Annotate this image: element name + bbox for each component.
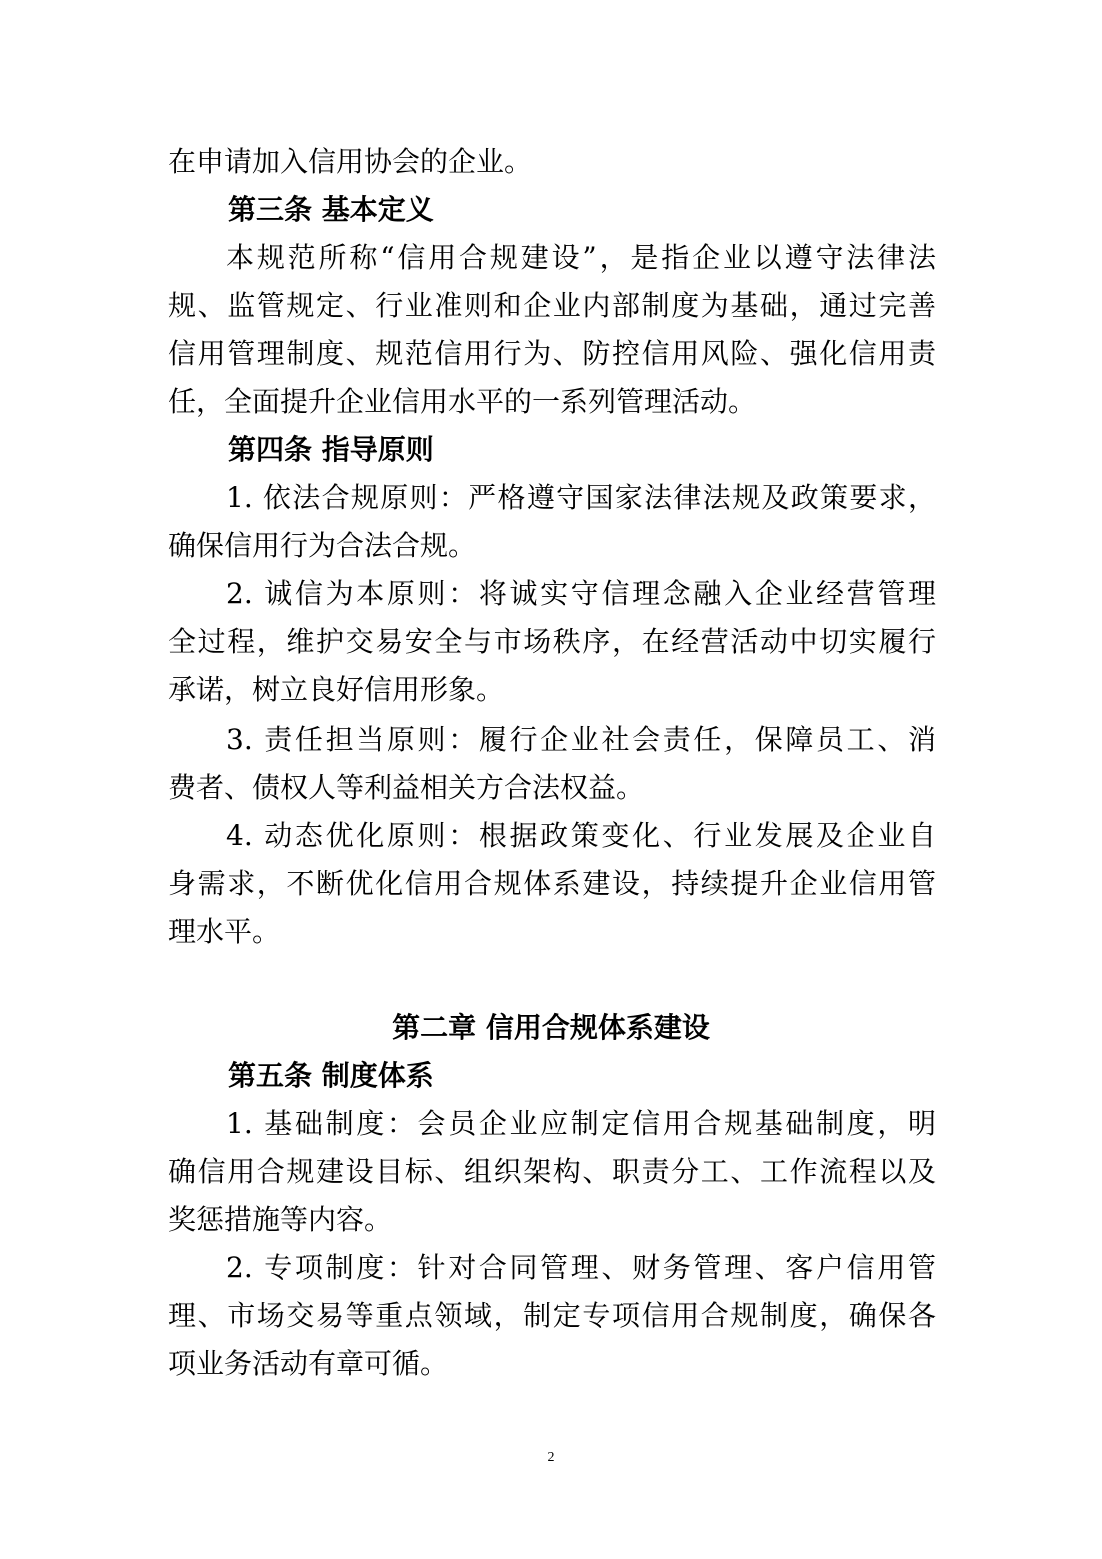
list-item-line: 1. 基础制度：会员企业应制定信用合规基础制度，明: [226, 1107, 936, 1140]
article-heading: 第三条 基本定义: [228, 193, 434, 226]
paragraph-line: 任，全面提升企业信用水平的一系列管理活动。: [168, 385, 757, 418]
list-item-line: 2. 诚信为本原则：将诚实守信理念融入企业经营管理: [226, 577, 936, 610]
chapter-title: 第二章 信用合规体系建设: [392, 1011, 710, 1044]
list-item-line: 身需求，不断优化信用合规体系建设，持续提升企业信用管: [168, 867, 936, 900]
paragraph-line: 信用管理制度、规范信用行为、防控信用风险、强化信用责: [168, 337, 936, 370]
paragraph-line: 在申请加入信用协会的企业。: [168, 145, 533, 178]
list-item-line: 承诺，树立良好信用形象。: [168, 673, 505, 706]
paragraph-line: 规、监管规定、行业准则和企业内部制度为基础，通过完善: [168, 289, 936, 322]
list-item-line: 费者、债权人等利益相关方合法权益。: [168, 771, 645, 804]
list-item-line: 4. 动态优化原则：根据政策变化、行业发展及企业自: [226, 819, 936, 852]
article-heading: 第四条 指导原则: [228, 433, 434, 466]
list-item-line: 1. 依法合规原则：严格遵守国家法律法规及政策要求，: [226, 481, 936, 514]
list-item-line: 确信用合规建设目标、组织架构、职责分工、工作流程以及: [168, 1155, 936, 1188]
page-number: 2: [547, 1450, 555, 1465]
list-item-line: 3. 责任担当原则：履行企业社会责任，保障员工、消: [226, 723, 936, 756]
paragraph-line: 本规范所称“信用合规建设”，是指企业以遵守法律法: [226, 241, 936, 274]
list-item-line: 奖惩措施等内容。: [168, 1203, 393, 1236]
list-item-line: 确保信用行为合法合规。: [168, 529, 477, 562]
list-item-line: 理水平。: [168, 915, 281, 948]
list-item-line: 全过程，维护交易安全与市场秩序，在经营活动中切实履行: [168, 625, 936, 658]
list-item-line: 理、市场交易等重点领域，制定专项信用合规制度，确保各: [168, 1299, 936, 1332]
list-item-line: 项业务活动有章可循。: [168, 1347, 449, 1380]
article-heading: 第五条 制度体系: [228, 1059, 434, 1092]
list-item-line: 2. 专项制度：针对合同管理、财务管理、客户信用管: [226, 1251, 936, 1284]
